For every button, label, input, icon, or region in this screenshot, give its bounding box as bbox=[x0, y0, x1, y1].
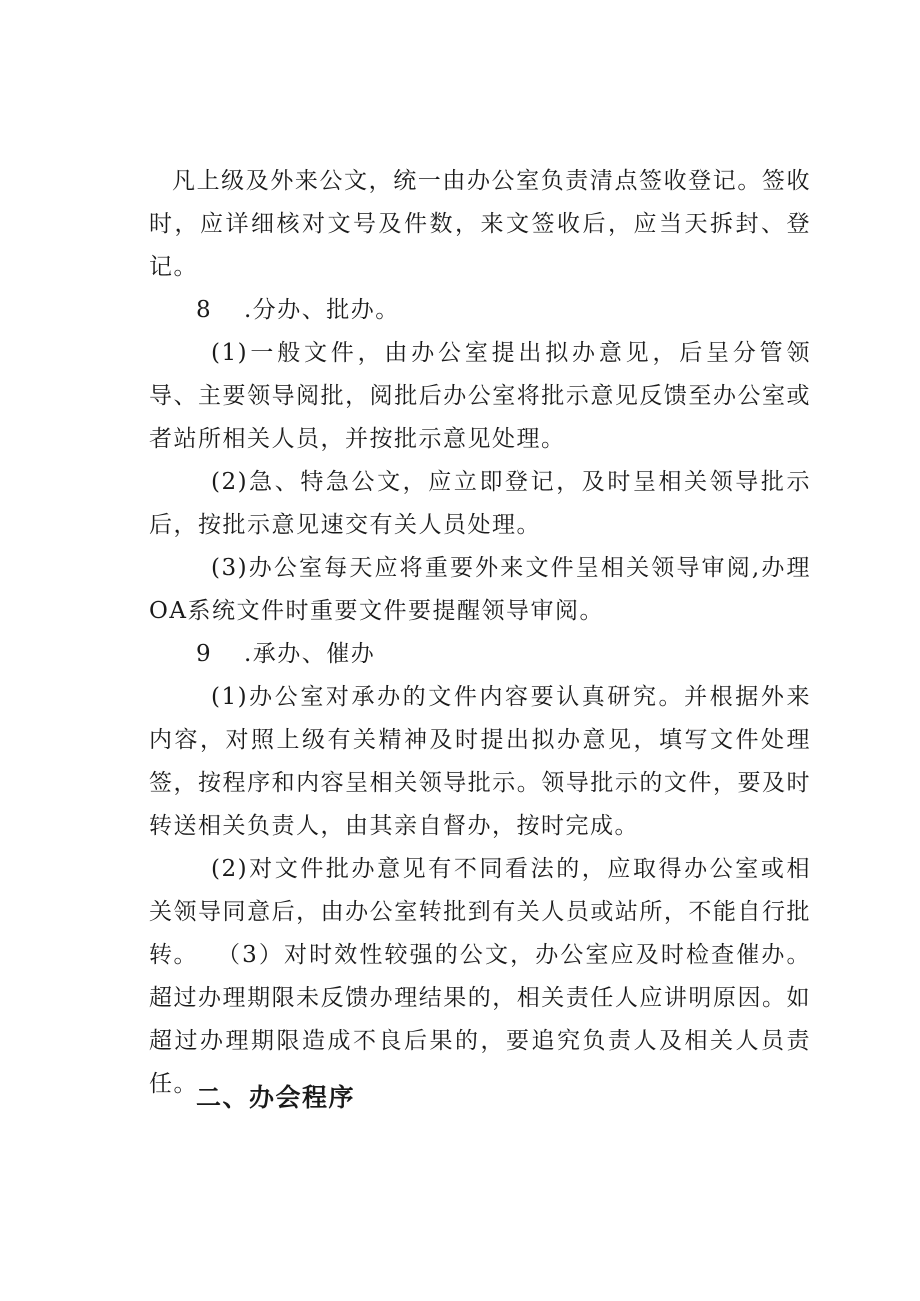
item-8-title: .分办、批办。 bbox=[244, 297, 400, 323]
section-heading-meeting-procedure: 二、办会程序 bbox=[196, 1083, 356, 1112]
paragraph-9-3: （3）对时效性较强的公文，办公室应及时检查催办。超过办理期限未反馈办理结果的，相关责任人应讲明原因。如超过办理期限造成不良后果的，要追究负责人及相关人员责任。 bbox=[149, 942, 811, 1097]
paragraph-8-1: (1)一般文件，由办公室提出拟办意见，后呈分管领导、主要领导阅批，阅批后办公室将批示意见反馈至办公室或者站所相关人员，并按批示意见处理。 bbox=[149, 340, 811, 452]
paragraph-9-2: (2)对文件批办意见有不同看法的，应取得办公室或相关领导同意后，由办公室转批到有关人员或站所，不能自行批转。 bbox=[149, 856, 811, 968]
item-9-number: 9 bbox=[196, 641, 213, 667]
item-9-title: .承办、催办 bbox=[244, 641, 376, 667]
paragraph-8-3: (3)办公室每天应将重要外来文件呈相关领导审阅,办理OA系统文件时重要文件要提醒领导审阅。 bbox=[149, 555, 811, 624]
item-9-heading bbox=[196, 633, 375, 676]
paragraph-8-2: (2)急、特急公文，应立即登记，及时呈相关领导批示后，按批示意见速交有关人员处理。 bbox=[149, 469, 811, 538]
item-8-number: 8 bbox=[196, 297, 213, 323]
item-8-heading bbox=[196, 289, 400, 332]
paragraph-receiving: 凡上级及外来公文，统一由办公室负责清点签收登记。签收时，应详细核对文号及件数，来文签收后，应当天拆封、登记。 bbox=[149, 168, 811, 280]
paragraph-9-1: (1)办公室对承办的文件内容要认真研究。并根据外来内容，对照上级有关精神及时提出拟办意见，填写文件处理签，按程序和内容呈相关领导批示。领导批示的文件，要及时转送相关负责人，由其亲自督办，按时完成。 bbox=[149, 684, 811, 839]
